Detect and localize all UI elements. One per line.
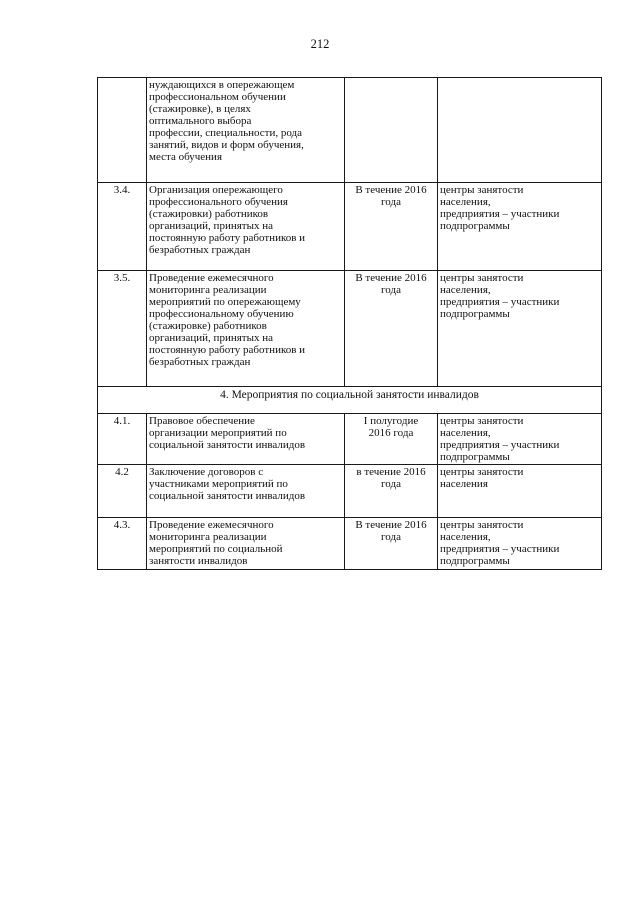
page-number: 212: [310, 37, 330, 51]
section-row: [98, 387, 602, 414]
event-term: в течение 2016 года: [345, 465, 438, 518]
event-term: I полугодие 2016 года: [345, 414, 438, 465]
event-executors: центры занятости населения, предприятия – участники подпрограммы: [438, 414, 602, 465]
event-executors: центры занятости населения: [438, 465, 602, 518]
table-row: [98, 518, 602, 570]
event-executors: центры занятости населения, предприятия – участники подпрограммы: [438, 271, 602, 387]
event-term: В течение 2016 года: [345, 518, 438, 570]
event-description: Проведение ежемесячного мониторинга реализации мероприятий по опережающему профессиональному обучению (стажировке) работников организаций, принятых на постоянную работу работников и безработных граждан: [147, 271, 345, 387]
event-description: Проведение ежемесячного мониторинга реализации мероприятий по социальной занятости инвалидов: [147, 518, 345, 570]
item-number: 3.5.: [98, 271, 147, 387]
item-number: 4.3.: [98, 518, 147, 570]
event-description: Организация опережающего профессионального обучения (стажировки) работников организаций, принятых на постоянную работу работников и безработных граждан: [147, 183, 345, 271]
event-description: Правовое обеспечение организации мероприятий по социальной занятости инвалидов: [147, 414, 345, 465]
event-term: В течение 2016 года: [345, 271, 438, 387]
item-number: [98, 78, 147, 183]
event-term: В течение 2016 года: [345, 183, 438, 271]
event-description: нуждающихся в опережающем профессиональном обучении (стажировке), в целях оптимального выбора профессии, специальности, рода занятий, видов и форм обучения, места обучения: [147, 78, 345, 183]
item-number: 4.2: [98, 465, 147, 518]
event-description: Заключение договоров с участниками мероприятий по социальной занятости инвалидов: [147, 465, 345, 518]
event-executors: [438, 78, 602, 183]
table-row: [98, 78, 602, 183]
activities-table: [97, 77, 602, 570]
event-executors: центры занятости населения, предприятия – участники подпрограммы: [438, 518, 602, 570]
item-number: 3.4.: [98, 183, 147, 271]
item-number: 4.1.: [98, 414, 147, 465]
table-row: [98, 465, 602, 518]
event-executors: центры занятости населения, предприятия – участники подпрограммы: [438, 183, 602, 271]
table-row: [98, 414, 602, 465]
table-row: [98, 183, 602, 271]
table-row: [98, 271, 602, 387]
section-title: 4. Мероприятия по социальной занятости инвалидов: [98, 387, 602, 414]
event-term: [345, 78, 438, 183]
